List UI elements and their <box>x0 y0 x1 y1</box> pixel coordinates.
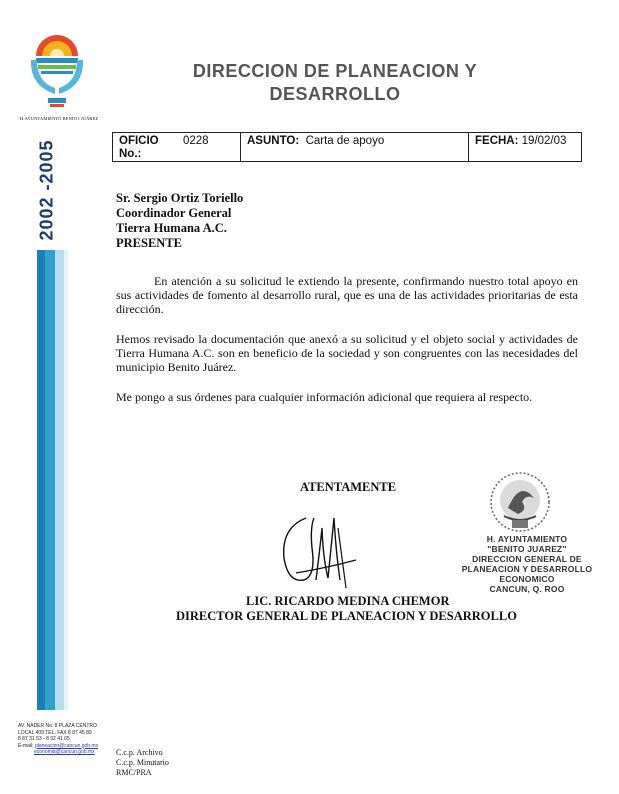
addressee-organization: Tierra Humana A.C. <box>116 221 227 235</box>
mexico-eagle-seal-icon <box>488 470 552 534</box>
reference-table <box>112 132 582 162</box>
closing-farewell: ATENTAMENTE <box>300 480 397 494</box>
body-paragraph: En atención a su solicitud le extiendo la presente, confirmando nuestro total apoyo en sus actividades de fomento al desarrollo rural, que es una de las actividades prioritarias de esta dirección. <box>116 274 578 316</box>
side-stripe <box>37 250 45 710</box>
side-stripe <box>64 250 68 710</box>
oficio-value: 0228 <box>183 135 209 147</box>
side-stripe <box>45 250 55 710</box>
footer-address: AV. NADER No. 8 PLAZA CENTRO LOCAL 409 TEL. FAX 8 87 45 89 8 87 31 53 - 8 92 41 05 E-mail: planeacion@cancun.gob.mx economia@cancun.gob.mx <box>18 723 99 755</box>
side-stripe <box>55 250 64 710</box>
page-title: DIRECCION DE PLANEACION Y DESARROLLO <box>192 61 478 104</box>
signature-image <box>276 488 366 598</box>
signer-title: DIRECTOR GENERAL DE PLANEACION Y DESARROLLO <box>176 609 517 623</box>
asunto-label: ASUNTO: <box>247 135 300 147</box>
letter-body <box>116 274 578 420</box>
official-seal <box>452 470 602 610</box>
fecha-label: FECHA: <box>475 135 519 147</box>
email-link[interactable]: economia@cancun.gob.mx <box>34 749 95 755</box>
addressee-greeting: PRESENTE <box>116 236 182 250</box>
fecha-value: 19/02/03 <box>521 135 567 147</box>
asunto-cell <box>241 133 469 161</box>
body-paragraph: Hemos revisado la documentación que anexó a su solicitud y el objeto social y actividades de Tierra Humana A.C. son en beneficio de la sociedad y son congruentes con las necesidades del municipio Benito Juárez. <box>116 332 578 374</box>
addressee-block <box>116 191 243 251</box>
logo-caption: H.AYUNTAMIENTO BENITO JUÁREZ <box>20 116 99 121</box>
ayuntamiento-logo-icon <box>28 30 86 110</box>
addressee-name: Sr. Sergio Ortiz Toriello <box>116 191 244 205</box>
side-years-label: 2002 -2005 <box>36 139 57 241</box>
addressee-position: Coordinador General <box>116 206 232 220</box>
signer-name: LIC. RICARDO MEDINA CHEMOR <box>246 594 450 608</box>
body-paragraph: Me pongo a sus órdenes para cualquier información adicional que requiera al respecto. <box>116 390 533 404</box>
fecha-cell <box>469 133 581 161</box>
asunto-value: Carta de apoyo <box>305 135 385 147</box>
seal-text: H. AYUNTAMIENTO "BENITO JUAREZ" DIRECCION GENERAL DE PLANEACION Y DESARROLLO ECONOMICO CANCUN, Q. ROO <box>461 534 593 594</box>
email-link[interactable]: planeacion@cancun.gob.mx <box>34 742 99 749</box>
carbon-copy-list: C.c.p. Archivo C.c.p. Minutario RMC/PRA <box>116 748 169 777</box>
oficio-label: OFICIO No.: <box>119 135 159 160</box>
oficio-cell <box>113 133 241 161</box>
